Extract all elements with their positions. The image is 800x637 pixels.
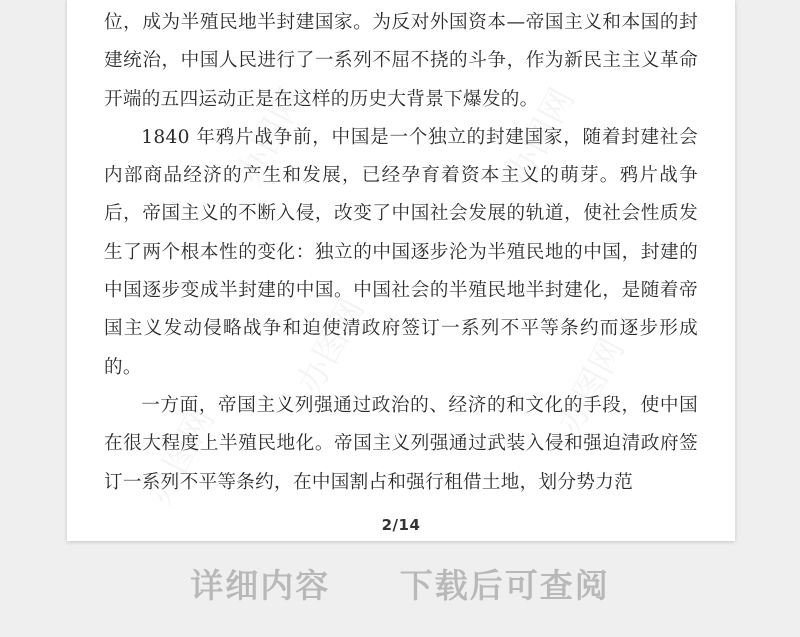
text-line: 步形成的。 — [104, 318, 698, 378]
document-text — [104, 4, 698, 502]
text-line: 封建统治，中国人民进行了一系列不屈不挠的斗争，作为新民主主义 — [104, 12, 698, 72]
text-line: 建的中国逐步变成半封建的中国。中国社会的半殖民地半封建化，是 — [104, 241, 699, 302]
banner-download-text: 下载后可查阅 — [399, 566, 610, 605]
watermark-2: 办图网 — [499, 81, 583, 191]
text-line: 国在很大程度上半殖民地化。帝国主义列强通过武装入侵和强迫清政 — [104, 394, 698, 455]
text-line: 随着帝国主义发动侵略战争和迫使清政府签订一系列不平等条约而逐 — [104, 280, 698, 340]
text-line: 位，成为半殖民地半封建国家。为反对外国资本—帝国主义和本国的 — [104, 12, 680, 33]
text-line: 一方面，帝国主义列强通过政治的、经济的和文化的手段，使中 — [141, 394, 680, 416]
banner-details-text: 详细内容 — [190, 566, 331, 605]
page-number: 2/14 — [381, 516, 421, 534]
watermark-4: 办图网 — [549, 331, 633, 441]
paragraph — [104, 4, 698, 119]
watermark-3: 办图网 — [289, 291, 373, 401]
watermark-1: 办图网 — [229, 81, 313, 191]
document-page — [67, 0, 735, 541]
text-line: 发生了两个根本性的变化：独立的中国逐步沦为半殖民地的中国，封 — [104, 203, 698, 263]
download-banner — [0, 560, 800, 607]
watermark-5: 办图网 — [139, 401, 223, 511]
text-line: 1840 年鸦片战争前，中国是一个独立的封建国家，随着封建社会 — [141, 126, 698, 148]
text-line: 革命开端的五四运动正是在这样的历史大背景下爆发的。 — [104, 50, 699, 110]
text-line: 内部商品经济的产生和发展，已经孕育着资本主义的萌芽。鸦片战争 — [104, 165, 698, 187]
paragraph — [104, 387, 698, 502]
paragraph — [104, 119, 698, 387]
text-line: 府签订一系列不平等条约，在中国割占和强行租借土地，划分势力范 — [104, 433, 699, 493]
text-line: 后，帝国主义的不断入侵，改变了中国社会发展的轨道，使社会性质 — [104, 203, 680, 225]
